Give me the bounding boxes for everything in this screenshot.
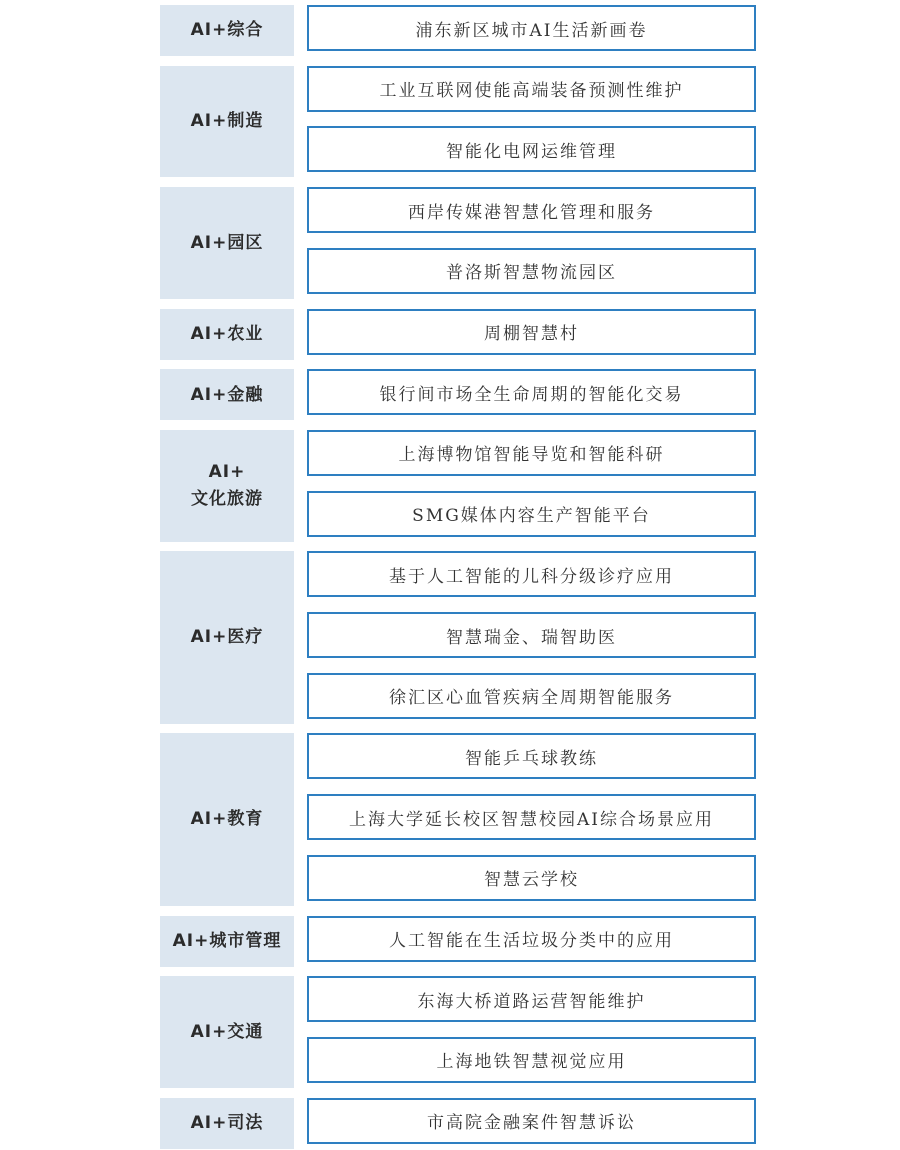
category-label: AI+交通: [160, 976, 294, 1088]
application-item: 普洛斯智慧物流园区: [307, 248, 756, 294]
application-item: 智能化电网运维管理: [307, 126, 756, 172]
category-label: AI+医疗: [160, 551, 294, 723]
category-label: AI+ 文化旅游: [160, 430, 294, 542]
application-item: 上海地铁智慧视觉应用: [307, 1037, 756, 1083]
application-item: 智能乒乓球教练: [307, 733, 756, 779]
application-item: 上海大学延长校区智慧校园AI综合场景应用: [307, 794, 756, 840]
application-item: 上海博物馆智能导览和智能科研: [307, 430, 756, 476]
category-label: AI+制造: [160, 66, 294, 178]
application-item: 基于人工智能的儿科分级诊疗应用: [307, 551, 756, 597]
category-label: AI+司法: [160, 1098, 294, 1149]
category-label: AI+综合: [160, 5, 294, 56]
category-label: AI+教育: [160, 733, 294, 905]
application-item: 周棚智慧村: [307, 309, 756, 355]
application-item: 东海大桥道路运营智能维护: [307, 976, 756, 1022]
application-item: 徐汇区心血管疾病全周期智能服务: [307, 673, 756, 719]
application-item: 浦东新区城市AI生活新画卷: [307, 5, 756, 51]
category-label: AI+园区: [160, 187, 294, 299]
application-item: 智慧瑞金、瑞智助医: [307, 612, 756, 658]
application-item: 银行间市场全生命周期的智能化交易: [307, 369, 756, 415]
application-item: 市高院金融案件智慧诉讼: [307, 1098, 756, 1144]
category-label: AI+农业: [160, 309, 294, 360]
application-item: 人工智能在生活垃圾分类中的应用: [307, 916, 756, 962]
application-item: 西岸传媒港智慧化管理和服务: [307, 187, 756, 233]
application-item: 工业互联网使能高端装备预测性维护: [307, 66, 756, 112]
application-item: 智慧云学校: [307, 855, 756, 901]
category-label: AI+城市管理: [160, 916, 294, 967]
category-label: AI+金融: [160, 369, 294, 420]
application-item: SMG媒体内容生产智能平台: [307, 491, 756, 537]
